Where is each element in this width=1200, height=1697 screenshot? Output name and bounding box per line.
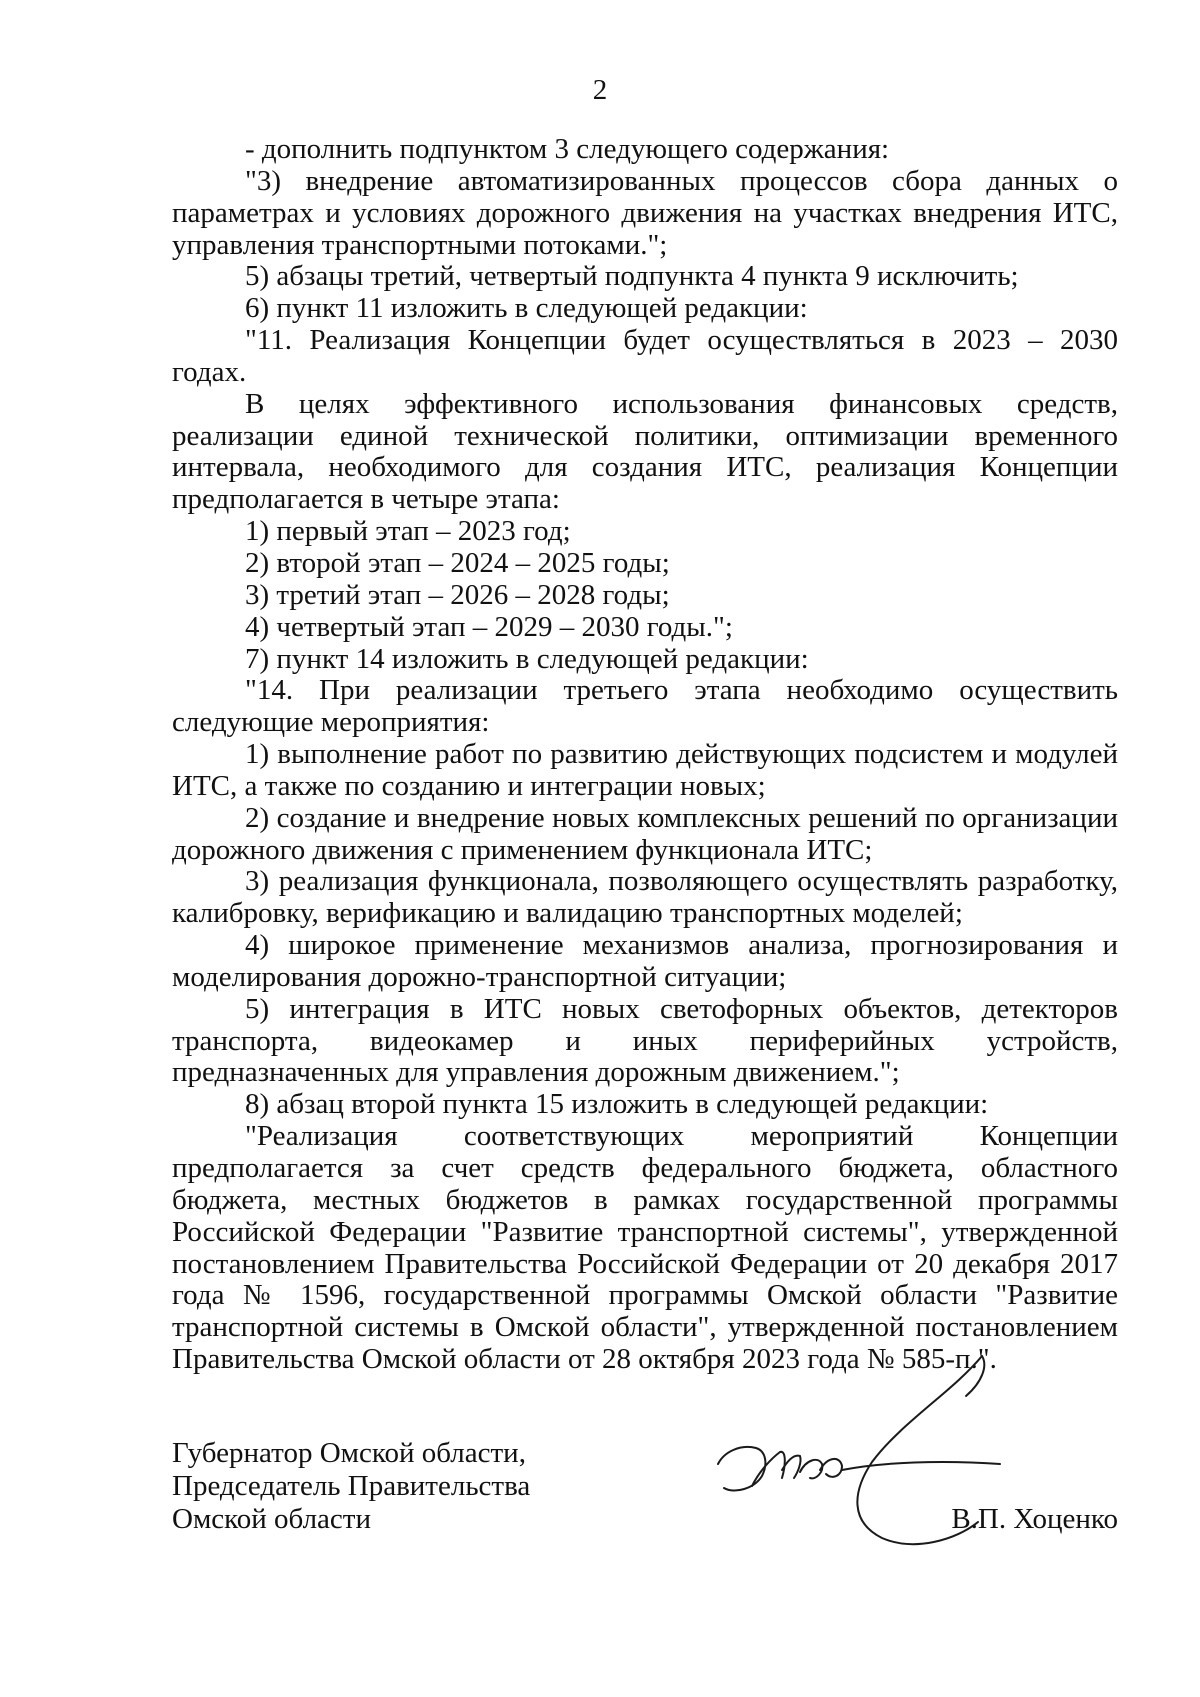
list-item-measure-2: 2) создание и внедрение новых комплексных решений по организации дорожного движения с применением функционала ИТС;	[172, 801, 1118, 866]
paragraph-6: В целях эффективного использования финансовых средств, реализации единой технической политики, оптимизации временного интервала, необходимого для создания ИТС, реализация Концепции предполагается в четыре этапа:	[172, 387, 1118, 516]
list-item-measure-5: 5) интеграция в ИТС новых светофорных объектов, детекторов транспорта, видеокамер и иных периферийных устройств, предназначенных для управления дорожным движением.";	[172, 992, 1118, 1089]
paragraph-4: 6) пункт 11 изложить в следующей редакции:	[245, 292, 808, 325]
list-item-stage-4: 4) четвертый этап – 2029 – 2030 годы.";	[245, 610, 733, 643]
list-item-measure-4: 4) широкое применение механизмов анализа, прогнозирования и моделирования дорожно-транспортной ситуации;	[172, 929, 1118, 993]
paragraph-2: "3) внедрение автоматизированных процессов сбора данных о параметрах и условиях дорожного движения на участках внедрения ИТС, управления транспортными потоками.";	[172, 164, 1118, 261]
document-body	[172, 134, 1118, 1376]
paragraph-5: "11. Реализация Концепции будет осуществляться в 2023 – 2030 годах.	[172, 324, 1118, 388]
signer-title-line-2: Председатель Правительства	[172, 1470, 531, 1502]
list-item-measure-1: 1) выполнение работ по развитию действующих подсистем и модулей ИТС, а также по созданию и интеграции новых;	[172, 738, 1118, 802]
paragraph-1: - дополнить подпунктом 3 следующего содержания:	[245, 133, 890, 165]
signer-title-line-1: Губернатор Омской области,	[172, 1437, 526, 1469]
signer-title-line-3: Омской области	[172, 1503, 371, 1535]
signature-block	[172, 1437, 1118, 1536]
page-number: 2	[592, 74, 608, 106]
list-item-measure-3: 3) реализация функционала, позволяющего осуществлять разработку, калибровку, верификацию и валидацию транспортных моделей;	[172, 865, 1118, 930]
paragraph-8: "14. При реализации третьего этапа необходимо осуществить следующие мероприятия:	[172, 674, 1118, 739]
list-item-stage-1: 1) первый этап – 2023 год;	[245, 515, 571, 548]
paragraph-3: 5) абзацы третий, четвертый подпункта 4 пункта 9 исключить;	[245, 260, 1019, 293]
signer-name: В.П. Хоценко	[951, 1503, 1118, 1535]
paragraph-9: 8) абзац второй пункта 15 изложить в следующей редакции:	[245, 1088, 989, 1121]
list-item-stage-3: 3) третий этап – 2026 – 2028 годы;	[245, 578, 670, 611]
paragraph-10: "Реализация соответствующих мероприятий Концепции предполагается за счет средств федерального бюджета, областного бюджета, местных бюджетов в рамках государственной программы Российской Федерации "Развитие транспортной системы", утвержденной постановлением Правительства Российской Федерации от 20 декабря 2017 года № 1596, государственной программы Омской области "Развитие транспортной системы в Омской области", утвержденной постановлением Правительства Омской области от 28 октября 2023 года № 585-п.".	[172, 1120, 1118, 1376]
paragraph-7: 7) пункт 14 изложить в следующей редакции:	[245, 642, 809, 675]
list-item-stage-2: 2) второй этап – 2024 – 2025 годы;	[245, 546, 670, 579]
